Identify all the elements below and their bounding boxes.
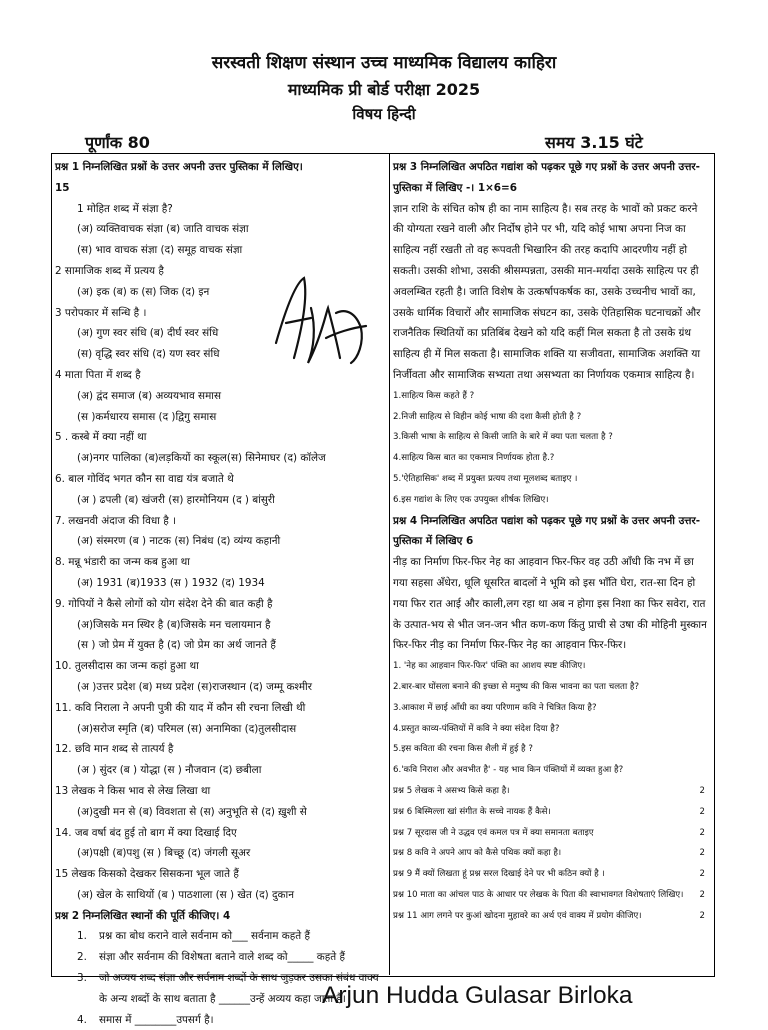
- question-text: प्रश्न 7 सूरदास जी ने उद्धव एवं कमल पत्र में क्या समानता बताइए: [393, 827, 594, 838]
- question-line: 9. गोपियों ने कैसे लोगों को योग संदेश देने की बात कही है: [55, 597, 273, 610]
- question-line: 3 परोपकार में सन्धि है ।: [55, 306, 147, 319]
- question-4-poem: नीड़ का निर्माण फिर-फिर नेह का आहवान फिर-फिर वह उठी आँधी कि नभ में छा गया सहसा अँधेरा, धूलि धूसरित बादलों ने भूमि को इस भाँति घेरा, रात-सा दिन हो गया फिर रात आई और काली,लग रहा था अब न होगा इस निशा का फिर सवेरा, रात के उत्पात-भय से भीत जन-जन भीत कण-कण किंतु प्राची से उषा की मोहिनी मुस्कान फिर-फिर नीड़ का निर्माण फिर-फिर नेह का आहवान फिर-फिर।: [393, 556, 707, 652]
- question-1-marks: 15: [55, 181, 70, 194]
- fill-blank-item: [55, 947, 385, 968]
- question-1-heading: [55, 157, 385, 199]
- question-text: प्रश्न 8 कवि ने अपने आप को कैसे पथिक क्यों कहा है।: [393, 848, 562, 859]
- max-marks: पूर्णांक 80: [85, 133, 150, 152]
- option-line: (स) वृद्धि स्वर संधि (द) यण स्वर संधि: [77, 348, 220, 361]
- option-line: (अ) गुण स्वर संधि (ब) दीर्घ स्वर संधि: [77, 327, 219, 340]
- question-line: 12. छवि मान शब्द से तात्पर्य है: [55, 743, 174, 756]
- option-line: (अ ) ढपली (ब) खंजरी (स) हारमोनियम (द ) बांसुरी: [77, 493, 275, 506]
- item-number: 3.: [77, 972, 87, 985]
- sub-question: 1.साहित्य किस कहते हैं ?: [393, 390, 475, 401]
- option-line: (अ) 1931 (ब)1933 (स ) 1932 (द) 1934: [77, 576, 265, 589]
- sub-question: 2.बार-बार घोंसला बनाने की इच्छा से मनुष्य की किस भावना का पता चलता है?: [393, 681, 640, 692]
- item-number: 4.: [77, 1013, 87, 1026]
- item-text: समास में ________उपसर्ग है।: [99, 1013, 214, 1026]
- option-line: (स )कर्मधारय समास (द )द्विगु समास: [77, 410, 217, 423]
- question-text: प्रश्न 9 मैं क्यों लिखता हूं प्रश्न सरल दिखाई देने पर भी कठिन क्यों है ।: [393, 869, 605, 880]
- sub-question: 3.किसी भाषा के साहित्य से किसी जाति के बारे में क्या पता चलता है ?: [393, 432, 613, 443]
- sub-question: 5.'ऐतिहासिक' शब्द में प्रयुक्त प्रत्यय तथा मूलशब्द बताइए ।: [393, 473, 578, 484]
- question-1-title: प्रश्न 1 निम्नलिखित प्रश्नों के उत्तर अपनी उत्तर पुस्तिका में लिखिए।: [55, 161, 303, 173]
- option-line: (अ ) सुंदर (ब ) योद्धा (स ) नौजवान (द) छबीला: [77, 764, 262, 777]
- short-question: [393, 906, 711, 927]
- short-question: [393, 781, 711, 802]
- option-line: (अ) संस्मरण (ब ) नाटक (स) निबंध (द) व्यंग्य कहानी: [77, 535, 281, 548]
- item-text: संज्ञा और सर्वनाम की विशेषता बताने वाले शब्द को_____ कहते हैं: [99, 951, 346, 964]
- question-4-subquestions: [393, 656, 711, 781]
- item-text: प्रश्न का बोध कराने वाले सर्वनाम को___ सर्वनाम कहते हैं: [99, 930, 311, 943]
- question-line: 5 . कस्बे में क्या नहीं था: [55, 431, 147, 444]
- school-name: सरस्वती शिक्षण संस्थान उच्च माध्यमिक विद्यालय काहिरा: [211, 53, 557, 73]
- exam-title: माध्यमिक प्री बोर्ड परीक्षा 2025: [287, 80, 481, 99]
- sub-question: 5.इस कविता की रचना किस शैली में हुई है ?: [393, 744, 533, 755]
- item-text: जो अव्यय शब्द संज्ञा और सर्वनाम शब्दों के साथ जुड़कर उसका संबंध वाक्य के अन्य शब्दों के साथ बताता है ______उन्हें अव्यय कहा जाता है।: [99, 972, 379, 1005]
- right-column: [393, 157, 711, 926]
- exam-time: समय 3.15 घंटे: [545, 133, 643, 152]
- question-line: 1 मोहित शब्द में संज्ञा है?: [77, 202, 173, 215]
- question-line: 6. बाल गोविंद भगत कौन सा वाद्य यंत्र बजाते थे: [55, 472, 234, 485]
- option-line: (अ)जिसके मन स्थिर है (ब)जिसके मन चलायमान है: [77, 618, 271, 631]
- short-question: [393, 864, 711, 885]
- sub-question: 4.प्रस्तुत काव्य-पंक्तियों में कवि ने क्या संदेश दिया है?: [393, 723, 560, 734]
- sub-question: 1. 'नेह का आहवान फिर-फिर' पंक्ति का आशय स्पष्ट कीजिए।: [393, 661, 586, 672]
- short-question: [393, 843, 711, 864]
- question-marks: 2: [699, 848, 705, 859]
- sub-question: 3.आकाश में छाई आँधी का क्या परिणाम कवि ने चित्रित किया है?: [393, 702, 597, 713]
- question-3-subquestions: [393, 386, 711, 511]
- option-line: (अ)नगर पालिका (ब)लड़कियों का स्कूल(स) सिनेमाघर (द) कॉलेज: [77, 452, 326, 465]
- option-line: (अ)पक्षी (ब)पशु (स ) बिच्छू (द) जंगली सूअर: [77, 847, 251, 860]
- question-3-passage: ज्ञान राशि के संचित कोष ही का नाम साहित्य है। सब तरह के भावों को प्रकट करने की योग्यता रखने वाली और निर्दोष होने पर भी, यदि कोई भाषा अपना निज का साहित्य नहीं रखती तो वह रूपवती भिखारिन की तरह कदापि आदरणीय नहीं हो सकती। उसकी शोभा, उसकी श्रीसम्पन्नता, उसकी मान-मर्यादा उसके साहित्य पर ही अवलम्बित रहती है। जाति विशेष के उत्कर्षापकर्षक का, उसके उच्चनीच भावों का, उसके धार्मिक विचारों और सामाजिक संघटन का, उसके ऐतिहासिक घटनाचक्रों और राजनैतिक स्थितियों का प्रतिबिंब देखने को यदि कहीं मिल सकता है तो उसके ग्रंथ साहित्य ही में मिल सकता है। सामाजिक शक्ति या सजीवता, सामाजिक अशक्ति या निर्जीवता और सामाजिक सभ्यता तथा असभ्यता का निर्णायक एकमात्र साहित्य है।: [393, 202, 701, 381]
- option-line: (स ) जो प्रेम में युक्त है (द) जो प्रेम का अर्थ जानते हैं: [77, 639, 276, 652]
- question-line: 4 माता पिता में शब्द है: [55, 368, 141, 381]
- question-text: प्रश्न 5 लेखक ने असभ्य किसे कहा है।: [393, 785, 510, 796]
- sub-question: 6.'कवि निराश और अवभीत है' - यह भाव किन पंक्तियों में व्यक्त हुआ है?: [393, 765, 624, 776]
- question-line: 10. तुलसीदास का जन्म कहां हुआ था: [55, 660, 199, 673]
- question-line: 7. लखनवी अंदाज की विधा है ।: [55, 514, 177, 527]
- question-marks: 2: [699, 910, 705, 921]
- question-text: प्रश्न 6 बिस्मिल्ला खां संगीत के सच्चे नायक हैं कैसे।: [393, 806, 551, 817]
- sub-question: 2.निजी साहित्य से विहीन कोई भाषा की दशा कैसी होती है ?: [393, 411, 582, 422]
- subject-title: विषय हिन्दी: [352, 105, 416, 123]
- short-question: [393, 885, 711, 906]
- question-line: 13 लेखक ने किस भाव से लेख लिखा था: [55, 784, 211, 797]
- short-question: [393, 802, 711, 823]
- question-3-title: प्रश्न 3 निम्नलिखित अपठित गद्यांश को पढ़कर पूछे गए प्रश्नों के उत्तर अपनी उत्तर-पुस्तिका में लिखिए -। 1×6=6: [393, 161, 700, 194]
- question-line: 15 लेखक किसको देखकर सिसकना भूल जाते हैं: [55, 868, 239, 881]
- option-line: (अ)सरोज स्मृति (ब) परिमल (स) अनामिका (द)तुलसीदास: [77, 722, 297, 735]
- option-line: (अ) खेल के साथियों (ब ) पाठशाला (स ) खेत (द) दुकान: [77, 888, 294, 901]
- question-line: 14. जब वर्षा बंद हुई तो बाग में क्या दिखाई दिए: [55, 826, 237, 839]
- question-line: 11. कवि निराला ने अपनी पुत्री की याद में कौन सी रचना लिखी थी: [55, 701, 306, 714]
- footer-author: Arjun Hudda Gulasar Birloka: [322, 982, 633, 1009]
- short-questions: [393, 781, 711, 927]
- question-2-title: प्रश्न 2 निम्नलिखित स्थानों की पूर्ति कीजिए। 4: [55, 909, 231, 922]
- question-marks: 2: [699, 869, 705, 880]
- question-line: 8. मन्नू भंडारी का जन्म कब हुआ था: [55, 556, 190, 569]
- sub-question: 6.इस गद्यांश के लिए एक उपयुक्त शीर्षक लिखिए।: [393, 494, 549, 505]
- question-marks: 2: [699, 785, 705, 796]
- column-divider: [389, 153, 390, 975]
- option-line: (अ) व्यक्तिवाचक संज्ञा (ब) जाति वाचक संज्ञा: [77, 223, 249, 236]
- sub-question: 4.साहित्य किस बात का एकमात्र निर्णायक होता है.?: [393, 453, 555, 464]
- fill-blank-item: [55, 926, 385, 947]
- question-2-items: [55, 926, 385, 1030]
- item-number: 1.: [77, 930, 87, 943]
- option-line: (स) भाव वाचक संज्ञा (द) समूह वाचक संज्ञा: [77, 244, 243, 257]
- option-line: (अ)दुखी मन से (ब) विवशता से (स) अनुभूति से (द) ख़ुशी से: [77, 805, 307, 818]
- fill-blank-item: [55, 1010, 385, 1030]
- signature-image: [266, 268, 378, 380]
- question-text: प्रश्न 11 आग लगने पर कुआं खोदना मुहावरे का अर्थ एवं वाक्य में प्रयोग कीजिए।: [393, 910, 642, 921]
- question-marks: 2: [699, 889, 705, 900]
- option-line: (अ) द्वंद समाज (ब) अव्ययभाव समास: [77, 389, 222, 402]
- item-number: 2.: [77, 951, 87, 964]
- option-line: (अ )उत्तर प्रदेश (ब) मध्य प्रदेश (स)राजस्थान (द) जम्मू कश्मीर: [77, 680, 312, 693]
- question-text: प्रश्न 10 माता का आंचल पाठ के आधार पर लेखक के पिता की स्वाभावगत विशेषताएं लिखिए।: [393, 889, 684, 900]
- short-question: [393, 823, 711, 844]
- option-line: (अ) इक (ब) क (स) जिक (द) इन: [77, 285, 210, 298]
- question-marks: 2: [699, 827, 705, 838]
- question-marks: 2: [699, 806, 705, 817]
- question-4-title: प्रश्न 4 निम्नलिखित अपठित पद्यांश को पढ़कर पूछे गए प्रश्नों के उत्तर अपनी उत्तर-पुस्तिका में लिखिए 6: [393, 514, 701, 548]
- question-line: 2 सामाजिक शब्द में प्रत्यय है: [55, 264, 164, 277]
